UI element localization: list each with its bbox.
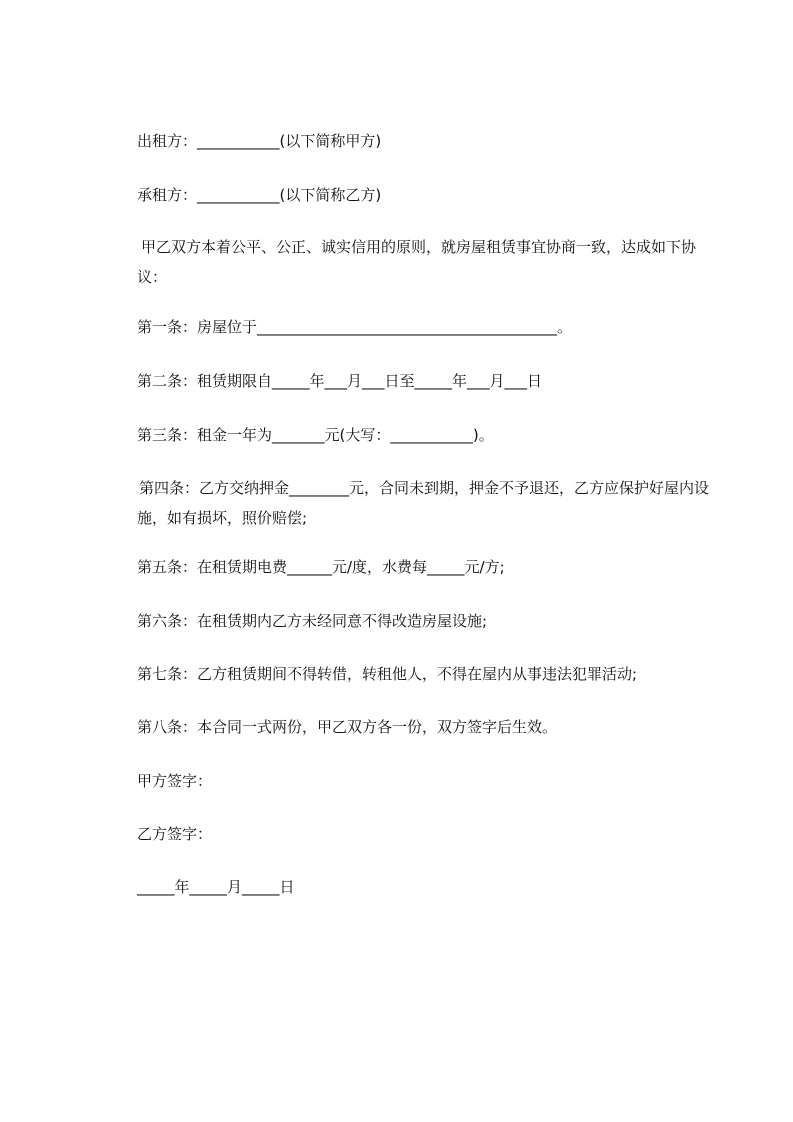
- signature-party-b: 乙方签字：: [137, 825, 213, 843]
- lessor-line: 出租方：___________(以下简称甲方): [137, 132, 382, 150]
- signature-date: _____年_____月_____日: [137, 878, 295, 896]
- article-8: 第八条：本合同一式两份，甲乙双方各一份，双方签字后生效。: [137, 718, 558, 736]
- article-4: 第四条：乙方交纳押金________元，合同未到期，押金不予退还，乙方应保护好屋内设施，如有损坏，照价赔偿;: [137, 479, 710, 527]
- article-5: 第五条：在租赁期电费______元/度，水费每_____元/方;: [137, 558, 505, 576]
- article-2: 第二条：租赁期限自_____年___月___日至_____年___月___日: [137, 372, 543, 390]
- article-6: 第六条：在租赁期内乙方未经同意不得改造房屋设施;: [137, 612, 488, 630]
- preamble-paragraph: 甲乙双方本着公平、公正、诚实信用的原则，就房屋租赁事宜协商一致，达成如下协议：: [137, 238, 697, 286]
- lessee-line: 承租方：___________(以下简称乙方): [137, 186, 382, 204]
- article-1: 第一条：房屋位于________________________________________。: [137, 318, 573, 336]
- article-3: 第三条：租金一年为_______元(大写：___________)。: [137, 426, 494, 444]
- article-7: 第七条：乙方租赁期间不得转借，转租他人，不得在屋内从事违法犯罪活动;: [137, 665, 638, 683]
- signature-party-a: 甲方签字：: [137, 772, 213, 790]
